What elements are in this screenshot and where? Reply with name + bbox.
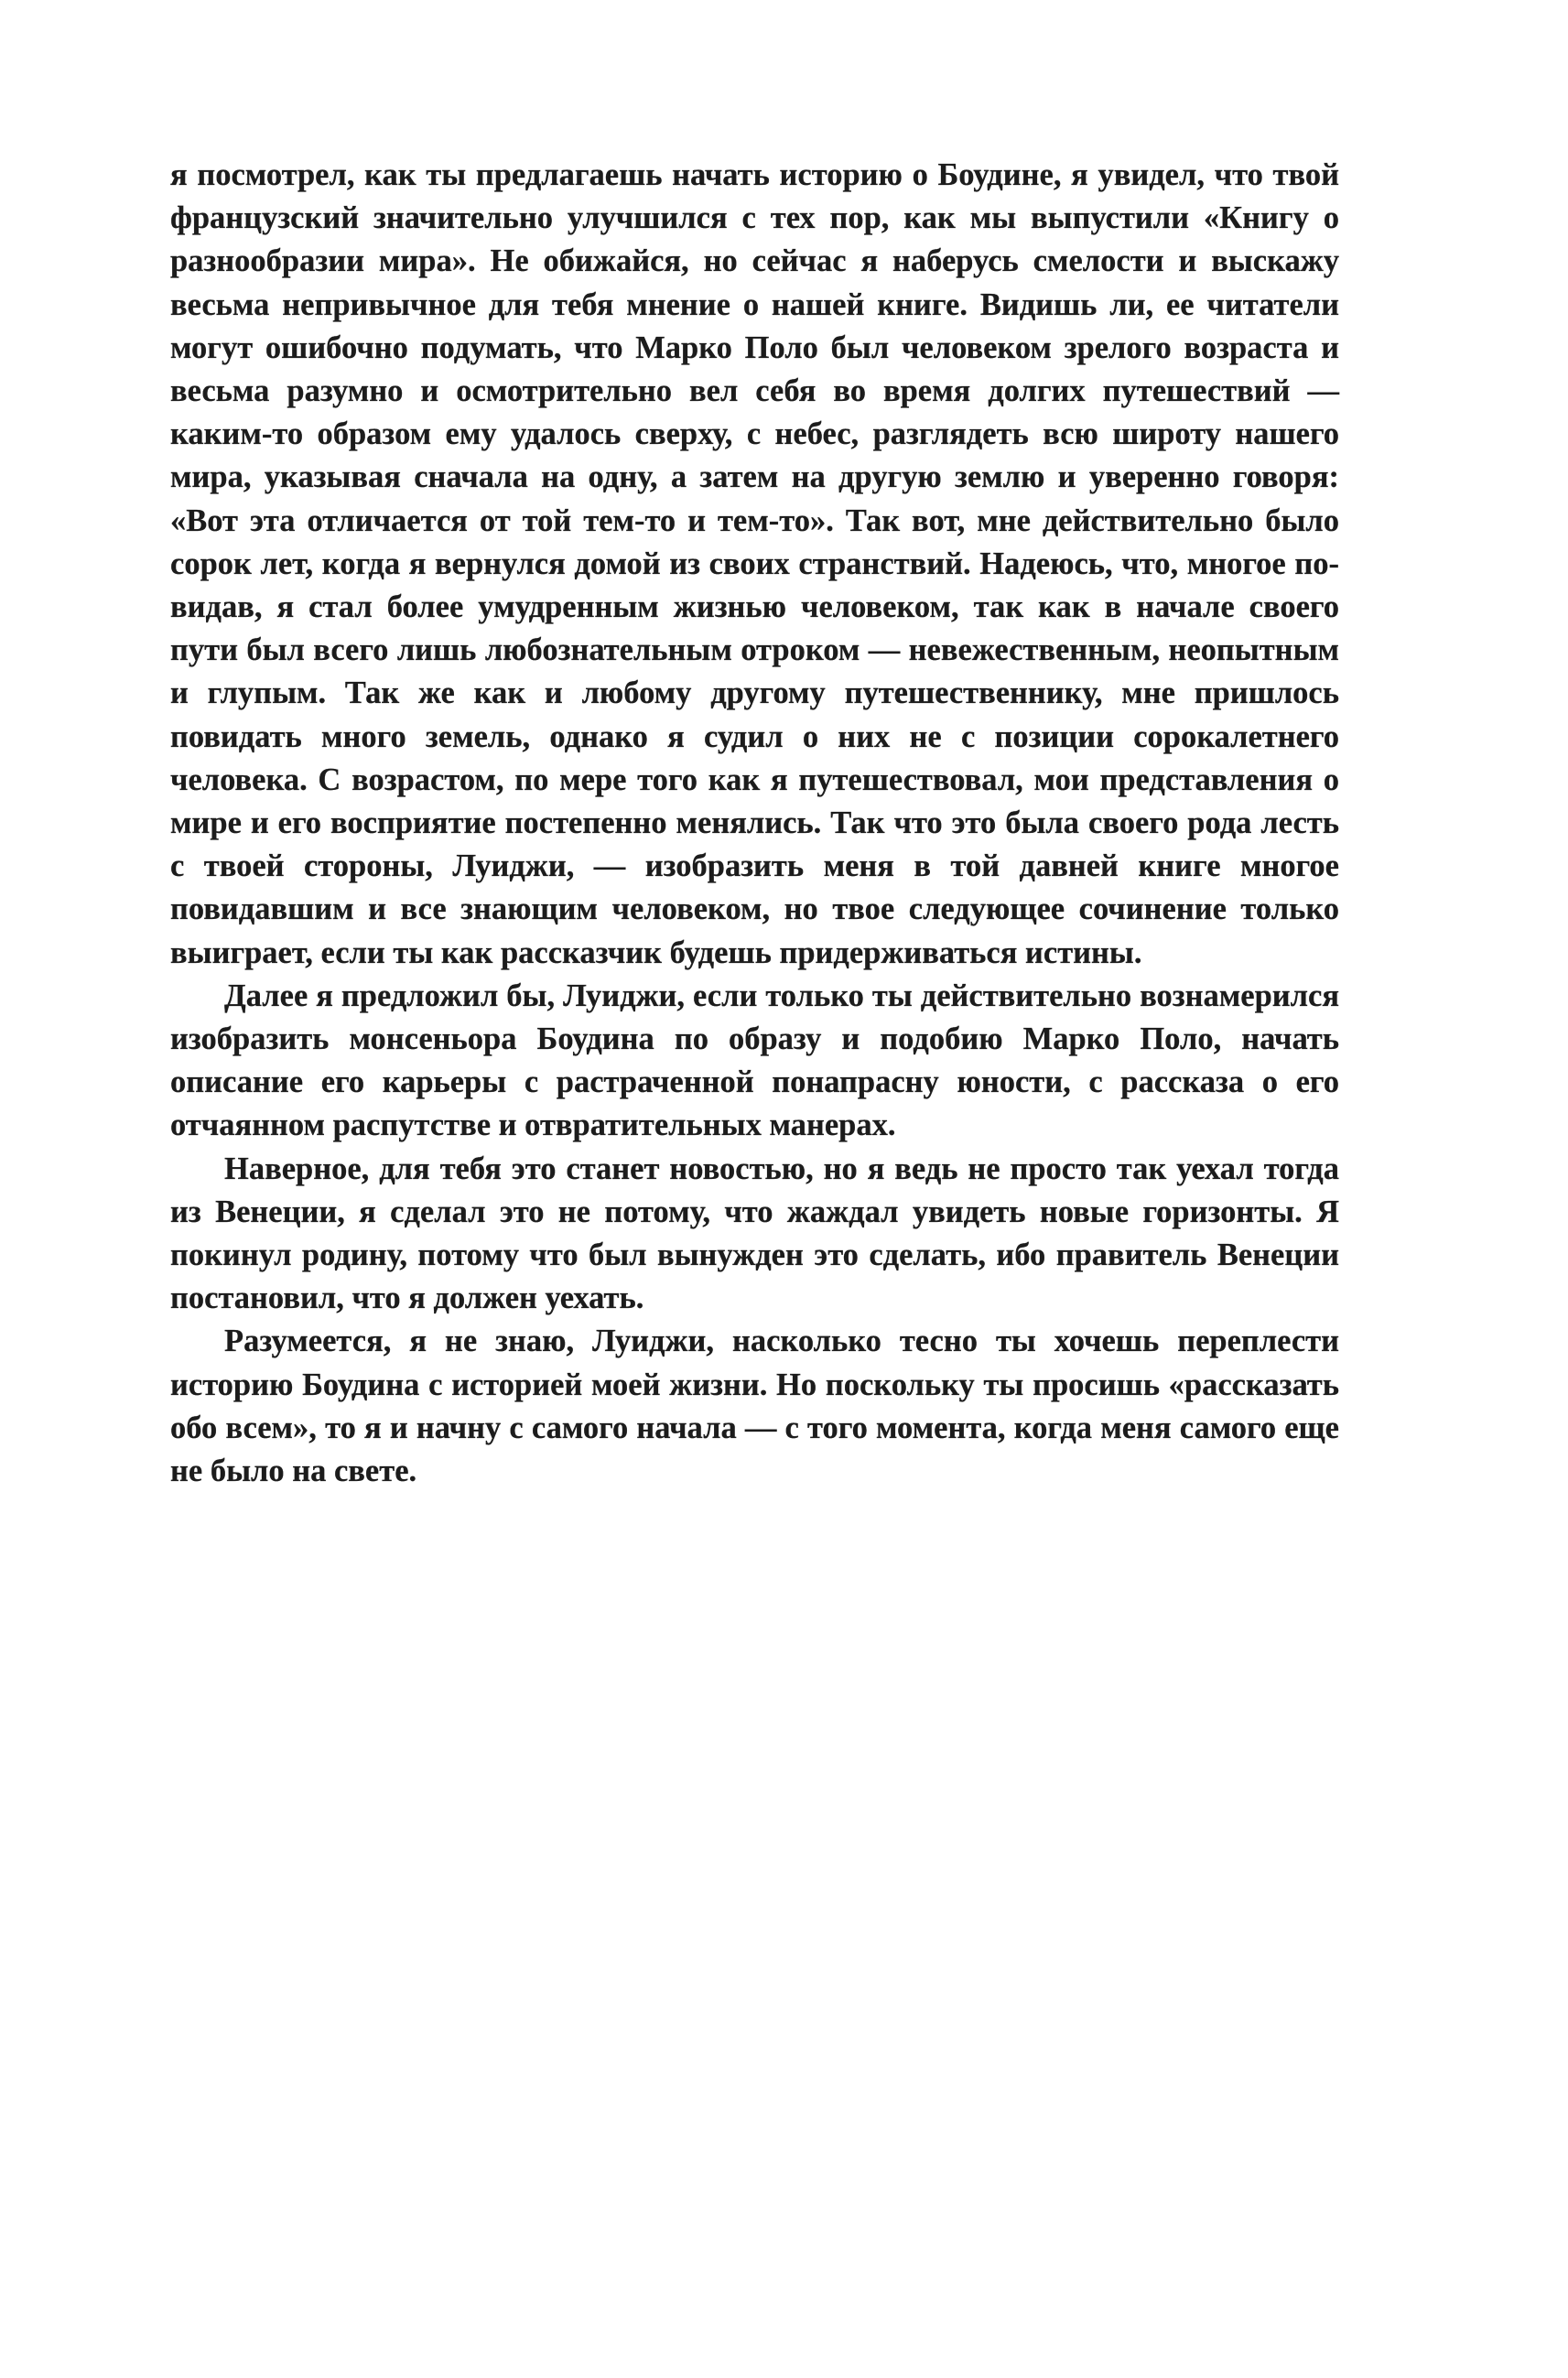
paragraph-4: Разумеется, я не знаю, Луиджи, насколько тесно ты хочешь переплести историю Боудина с историей моей жизни. Но поскольку ты просишь «рассказать обо всем», то я и начну с самого начала — с того момента, когда меня самого еще не было на свете. [170, 1324, 1339, 1489]
body-text [170, 154, 1339, 1493]
paragraph-1: я посмотрел, как ты предлагаешь начать историю о Боудине, я увидел, что твой французский значительно улучшился с тех пор, как мы выпустили «Книгу о разнообразии мира». Не обижайся, но сейчас я наберусь смелости и выскажу весьма непривычное для тебя мнение о нашей книге. Видишь ли, ее читатели могут ошибочно подумать, что Марко Поло был человеком зрелого возраста и весьма разумно и осмотрительно вел себя во время долгих путешествий — каким-то образом ему удалось сверху, с небес, разглядеть всю широту нашего мира, указывая сначала на одну, а затем на другую землю и уверенно говоря: «Вот эта отличается от той тем-то и тем-то». Так вот, мне действительно было сорок лет, когда я вернулся домой из своих странствий. Надеюсь, что, многое повидав, я стал более умудренным жизнью человеком, так как в начале своего пути был всего лишь любознательным отроком — невежественным, неопытным и глупым. Так же как и любому другому путешественнику, мне пришлось повидать много земель, однако я судил о них не с позиции сорокалетнего человека. С возрастом, по мере того как я путешествовал, мои представления о мире и его восприятие постепенно менялись. Так что это была своего рода лесть с твоей стороны, Луиджи, — изобразить меня в той давней книге многое повидавшим и все знающим человеком, но твое следующее сочинение только выиграет, если ты как рассказчик будешь придерживаться истины. [170, 157, 1339, 970]
paragraph-3: Наверное, для тебя это станет новостью, но я ведь не просто так уехал тогда из Венеции, я сделал это не потому, что жаждал увидеть новые горизонты. Я покинул родину, потому что был вынужден это сделать, ибо правитель Венеции постановил, что я должен уехать. [170, 1151, 1339, 1316]
paragraph-2: Далее я предложил бы, Луиджи, если только ты действительно вознамерился изобразить монсеньора Боудина по образу и подобию Марко Поло, начать описание его карьеры с растраченной понапрасну юности, с рассказа о его отчаянном распутстве и отвратительных манерах. [170, 978, 1339, 1143]
